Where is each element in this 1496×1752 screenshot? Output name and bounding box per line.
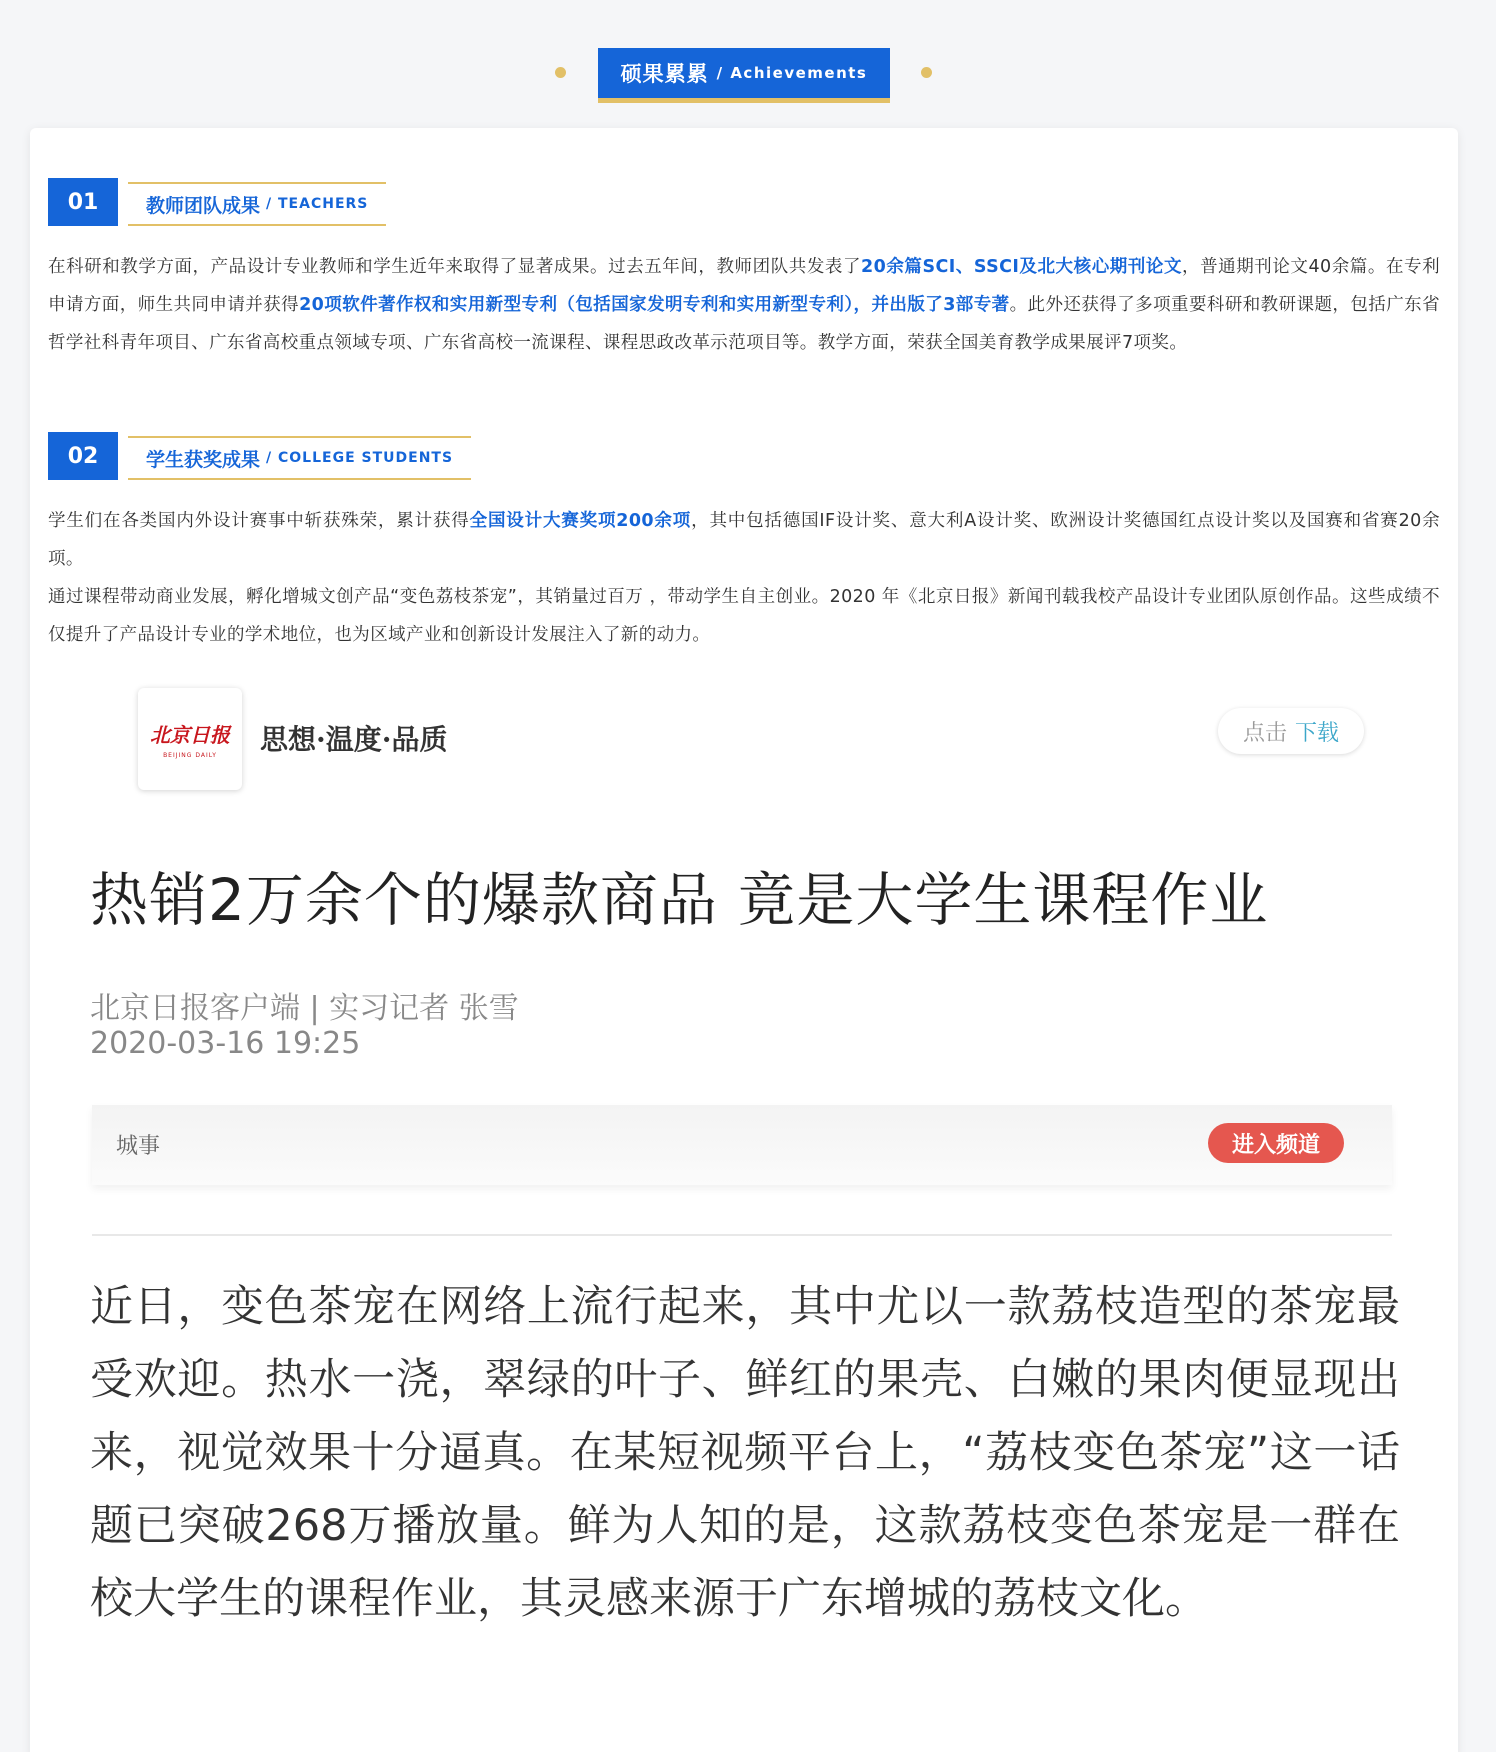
students-paragraph-2: 通过课程带动商业发展，孵化增城文创产品“变色荔枝茶宠”，其销量过百万 ，带动学生自主创业。2020 年《北京日报》新闻刊载我校产品设计专业团队原创作品。这些成绩不仅提升了产品设计专业的学术地位，也为区域产业和创新设计发展注入了新的动力。 [48,587,1440,645]
news-body: 近日，变色茶宠在网络上流行起来，其中尤以一款荔枝造型的茶宠最受欢迎。热水一浇，翠绿的叶子、鲜红的果壳、白嫩的果肉便显现出来，视觉效果十分逼真。在某短视频平台上，“荔枝变色茶宠”这一话题已突破268万播放量。鲜为人知的是，这款荔枝变色茶宠是一群在校大学生的课程作业，其灵感来源于广东增城的荔枝文化。 [90,1282,1400,1624]
badge-title-cn: 硕果累累 [620,62,709,86]
achievements-badge [598,48,890,103]
text-segment: ，其中包括德国IF设计奖、意大利A设计奖、欧洲设计奖德国红点设计奖以及国赛和省赛20余项。 [48,511,1441,569]
text-segment: 在科研和教学方面，产品设计专业教师和学生近年来取得了显著成果。过去五年间，教师团队共发表了 [48,257,862,277]
news-headline: 热销2万余个的爆款商品 竟是大学生课程作业 [90,866,1269,934]
news-screenshot [60,683,1450,1752]
news-slogan: 思想·温度·品质 [260,723,448,756]
section-number: 01 [48,178,118,226]
section-title-cn: 学生获奖成果 [146,448,261,471]
section-title [128,182,386,226]
badge-title-en: / Achievements [716,64,868,82]
highlight-papers: 20余篇SCI、SSCI及北大核心期刊论文 [861,257,1183,277]
teachers-paragraph [48,248,1440,362]
section-title-cn: 教师团队成果 [146,194,261,217]
section-title-en: / TEACHERS [266,196,369,212]
section-number: 02 [48,432,118,480]
logo-text-cn: 北京日报 [150,723,230,747]
students-paragraph [48,502,1440,578]
text-segment: ，普通期刊论文40余篇。在专利申请方面，师生共同申请并获得 [48,257,1440,315]
download-label-a: 点击 [1242,720,1287,746]
download-button[interactable] [1218,708,1364,754]
news-date: 2020-03-16 19:25 [90,1026,361,1061]
highlight-awards: 全国设计大赛奖项200余项 [469,511,692,531]
channel-bar [92,1105,1392,1185]
channel-name: 城事 [116,1134,161,1159]
logo-text-en: BEIJING DAILY [163,752,217,759]
beijing-daily-logo [138,688,242,790]
enter-channel-button[interactable]: 进入频道 [1208,1123,1344,1163]
download-label-b: 下载 [1295,720,1340,746]
section-title-en: / COLLEGE STUDENTS [266,450,454,466]
decor-dot-right [921,67,932,78]
news-byline: 北京日报客户端 | 实习记者 张雪 [90,991,519,1026]
content-card [30,128,1458,1752]
section-title [128,436,471,480]
section-header [0,0,1496,120]
text-segment: 学生们在各类国内外设计赛事中斩获殊荣，累计获得 [48,511,470,531]
highlight-patents: 20项软件著作权和实用新型专利（包括国家发明专利和实用新型专利），并出版了3部专著 [299,295,1010,315]
text-segment: 。此外还获得了多项重要科研和教研课题，包括广东省哲学社科青年项目、广东省高校重点领域专项、广东省高校一流课程、课程思政改革示范项目等。教学方面，荣获全国美育教学成果展评7项奖。 [48,295,1440,353]
divider [92,1234,1392,1236]
decor-dot-left [555,67,566,78]
